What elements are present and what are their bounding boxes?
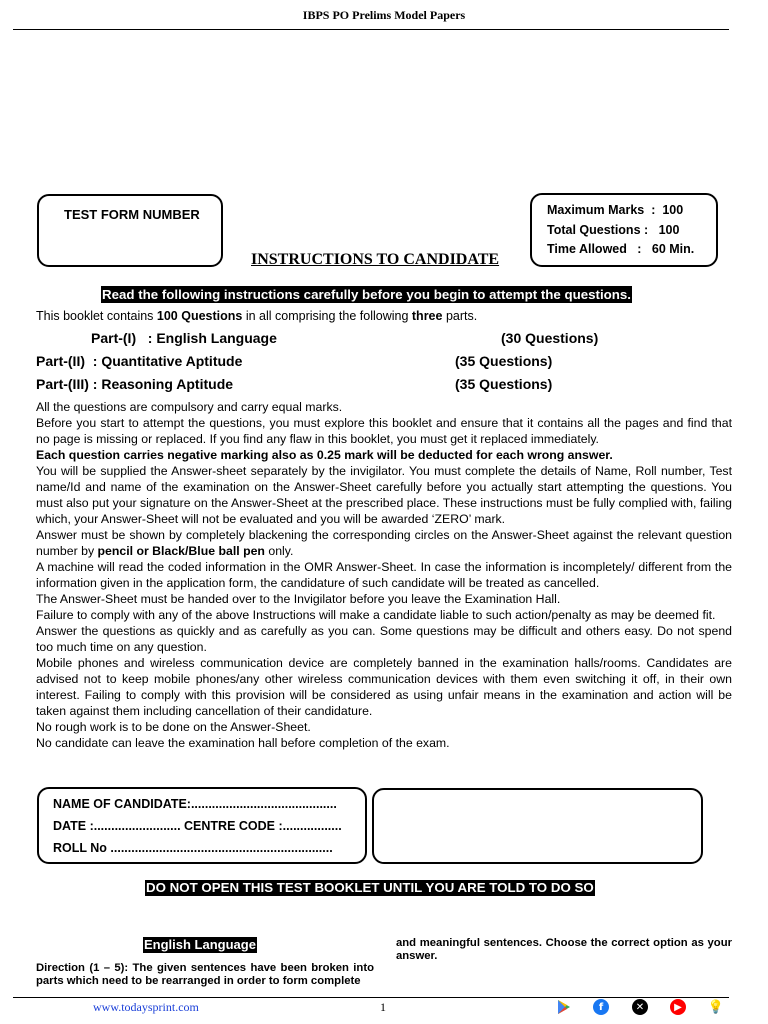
website-link[interactable]: www.todaysprint.com [93, 1000, 199, 1014]
instruction-item: Answer the questions as quickly and as carefully as you can. Some questions may be difficult and others easy. Do not spend too much time on any question. [36, 624, 732, 654]
direction-text-right: and meaningful sentences. Choose the correct option as your answer. [396, 937, 732, 962]
part-2-label: Part-(II) : Quantitative Aptitude [36, 353, 243, 369]
instruction-item: Failure to comply with any of the above Instructions will make a candidate liable to such action/penalty as may be deemed fit. [36, 608, 716, 622]
footer-divider [13, 997, 729, 998]
total-questions: Total Questions : 100 [547, 223, 680, 237]
candidate-name-field: NAME OF CANDIDATE:.......................................... [53, 797, 337, 811]
part-1-label: Part-(I) : English Language [91, 330, 277, 346]
signature-box [372, 788, 703, 864]
marks-info-box [530, 193, 718, 267]
instruction-item: Before you start to attempt the questions, you must explore this booklet and ensure that it contains all the pages and find that no page is missing or replaced. If you find any flaw in this booklet, you must get it replaced immediately. [36, 416, 732, 446]
page-number: 1 [380, 1000, 386, 1014]
direction-text-left: Direction (1 – 5): The given sentences have been broken into parts which need to be rearranged in order to form complete [36, 962, 374, 987]
instruction-item: All the questions are compulsory and carry equal marks. [36, 400, 343, 414]
instruction-item: No rough work is to be done on the Answer-Sheet. [36, 720, 311, 734]
instruction-item: You will be supplied the Answer-sheet separately by the invigilator. You must complete the details of Name, Roll number, Test name/Id and name of the examination on the Answer-Sheet carefully before you actually start attempting the questions. You must also put your signature on the Answer-Sheet at the prescribed place. These instructions must be fully complied with, failing which, your Answer-Sheet will not be evaluated and you will be awarded ‘ZERO’ mark. [36, 464, 732, 526]
part-3-label: Part-(III) : Reasoning Aptitude [36, 376, 234, 392]
test-form-number-box [37, 194, 223, 267]
instruction-item: Mobile phones and wireless communication device are completely banned in the examination halls/rooms. Candidates are advised not to keep mobile phones/any other wireless communication devices with them even switching it off, in their own interest. Failing to comply with this provision will be considered as using unfair means in the examination and action will be taken against them including cancellation of their candidature. [36, 656, 732, 718]
page-title: INSTRUCTIONS TO CANDIDATE [251, 251, 500, 268]
instruction-item: Answer must be shown by completely blackening the corresponding circles on the Answer-Sheet against the relevant question number by pencil or Black/Blue ball pen only. [36, 528, 732, 558]
instructions-list [36, 399, 732, 751]
instruction-item-negative-marking: Each question carries negative marking also as 0.25 mark will be deducted for each wrong answer. [36, 448, 613, 462]
date-centre-code-field: DATE :......................... CENTRE CODE :................. [53, 819, 342, 833]
lightbulb-icon[interactable]: 💡 [707, 999, 725, 1015]
x-twitter-icon[interactable]: ✕ [632, 999, 648, 1015]
candidate-details-box [37, 787, 367, 864]
read-instructions-banner: Read the following instructions carefully before you begin to attempt the questions. [102, 287, 631, 302]
time-allowed: Time Allowed : 60 Min. [547, 242, 695, 256]
google-play-icon[interactable] [556, 999, 572, 1015]
part-2-count: (35 Questions) [455, 353, 553, 369]
page-header-title: IBPS PO Prelims Model Papers [302, 8, 466, 22]
maximum-marks: Maximum Marks : 100 [547, 203, 684, 217]
instruction-item: A machine will read the coded information in the OMR Answer-Sheet. In case the information is incompletely/ different from the information given in the application form, the candidature of such candidate will be treated as cancelled. [36, 560, 732, 590]
facebook-icon[interactable]: f [593, 999, 609, 1015]
instruction-item: The Answer-Sheet must be handed over to the Invigilator before you leave the Examination Hall. [36, 592, 561, 606]
part-1-count: (30 Questions) [501, 330, 599, 346]
test-form-number-label: TEST FORM NUMBER [64, 207, 200, 222]
youtube-icon[interactable]: ▶ [670, 999, 686, 1015]
section-heading: English Language [144, 937, 256, 952]
header-divider [13, 29, 729, 30]
instruction-item: No candidate can leave the examination hall before completion of the exam. [36, 736, 450, 750]
booklet-summary: This booklet contains 100 Questions in all comprising the following three parts. [36, 309, 478, 323]
part-3-count: (35 Questions) [455, 376, 553, 392]
do-not-open-banner: DO NOT OPEN THIS TEST BOOKLET UNTIL YOU ARE TOLD TO DO SO [146, 880, 594, 895]
roll-number-field: ROLL No ................................................................ [53, 841, 333, 855]
